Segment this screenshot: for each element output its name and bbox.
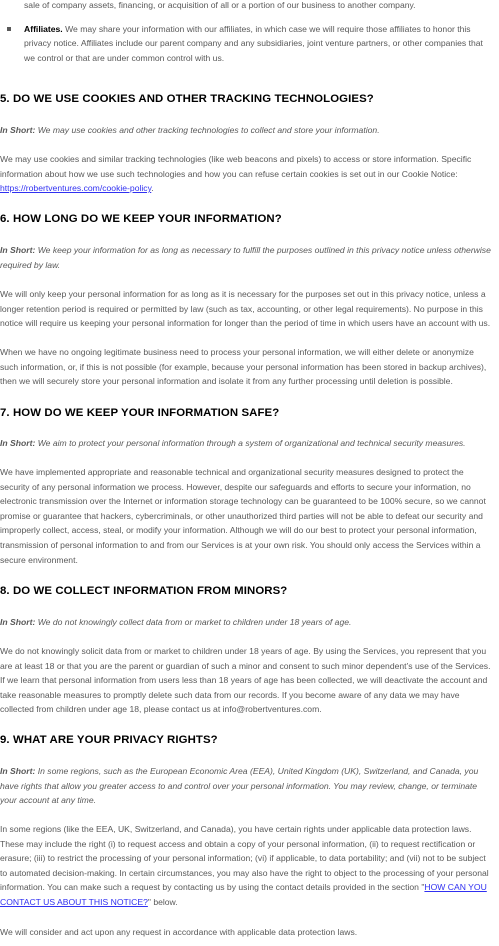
- section-5-paragraph: [0, 152, 493, 196]
- bullet-sale-tail: [24, 0, 493, 13]
- section-9-paragraph-2: We will consider and act upon any request in accordance with applicable data protection laws.: [0, 927, 358, 937]
- in-short-label: In Short:: [0, 438, 36, 448]
- affiliates-label: Affiliates.: [24, 23, 63, 34]
- section-6-heading: 6. HOW LONG DO WE KEEP YOUR INFORMATION?: [0, 213, 282, 225]
- section-8-paragraph: We do not knowingly solicit data from or market to children under 18 years of age. By using the Services, you represent that you are at least 18 or that you are the parent or guardian of such a minor and consent to such minor dependent’s use of the Services. If we learn that personal information from users less than 18 years of age has been collected, we will deactivate the account and take reasonable measures to promptly delete such data from our records. If you become aware of any data we may have collected from children under age 18, please contact us at info@robertventures.com.: [0, 646, 491, 715]
- section-6-in-short: [0, 243, 493, 272]
- section-5-short-text: We may use cookies and other tracking technologies to collect and store your information.: [35, 125, 380, 135]
- section-7-in-short: [0, 436, 493, 451]
- section-7-paragraph: We have implemented appropriate and reasonable technical and organizational security measures designed to protect the security of any personal information we process. However, despite our safeguards and efforts to secure your information, no electronic transmission over the Internet or information storage technology can be guaranteed to be 100% secure, so we cannot promise or guarantee that hackers, cybercriminals, or other unauthorized third parties will not be able to defeat our security and improperly collect, access, steal, or modify your information. Although we will do our best to protect your personal information, transmission of personal information to and from our Services is at your own risk. You should only access the Services within a secure environment.: [0, 467, 486, 565]
- section-9-in-short: [0, 764, 493, 808]
- section-6-paragraph-1: We will only keep your personal information for as long as it is necessary for the purposes set out in this privacy notice, unless a longer retention period is required or permitted by law (such as tax, accounting, or other legal requirements). No purpose in this notice will require us keeping your personal information for longer than the period of time in which users have an account with us.: [0, 289, 491, 329]
- section-9-paragraph-1: [0, 822, 493, 910]
- bullet-dot-icon: [7, 27, 11, 31]
- bullet-list: [0, 0, 493, 65]
- section-8-heading: 8. DO WE COLLECT INFORMATION FROM MINORS?: [0, 585, 288, 597]
- section-5-heading: 5. DO WE USE COOKIES AND OTHER TRACKING TECHNOLOGIES?: [0, 93, 374, 105]
- section-8-short-text: We do not knowingly collect data from or market to children under 18 years of age.: [35, 617, 352, 627]
- section-6-short-text: We keep your information for as long as necessary to fulfill the purposes outlined in this privacy notice unless otherwise required by law.: [0, 245, 491, 270]
- section-5-in-short: [0, 123, 493, 138]
- bullet-sale-text: sale of company assets, financing, or acquisition of all or a portion of our business to another company.: [24, 0, 416, 10]
- section-5-p1: We may use cookies and similar tracking technologies (like web beacons and pixels) to access or store information. Specific information about how we use such technologies and how you can refuse certain cookies is set out in our Cookie Notice:: [0, 154, 472, 179]
- in-short-label: In Short:: [0, 766, 36, 776]
- section-7-short-text: We aim to protect your personal information through a system of organizational and technical security measures.: [35, 438, 466, 448]
- section-9-short-text: In some regions, such as the European Economic Area (EEA), United Kingdom (UK), Switzerland, and Canada, you have rights that allow you greater access to and control over your personal information. You may review, change, or terminate your account at any time.: [0, 766, 479, 806]
- section-9-p1: In some regions (like the EEA, UK, Switzerland, and Canada), you have certain rights under applicable data protection laws. These may include the right (i) to request access and obtain a copy of your personal information, (ii) to request rectification or erasure; (iii) to restrict the processing of your personal information; (vi) if applicable, to data portability; and (vii) not to be subject to automated decision-making. In certain circumstances, you may also have the right to object to the processing of your personal information. You can make such a request by contacting us by using the contact details provided in the section ": [0, 824, 489, 893]
- in-short-label: In Short:: [0, 245, 36, 255]
- section-7-heading: 7. HOW DO WE KEEP YOUR INFORMATION SAFE?: [0, 407, 280, 419]
- bullet-affiliates: [24, 22, 493, 66]
- in-short-label: In Short:: [0, 617, 36, 627]
- section-5-p1-end: .: [151, 183, 154, 194]
- affiliates-text: We may share your information with our affiliates, in which case we will require those affiliates to honor this privacy notice. Affiliates include our parent company and any subsidiaries, joint venture partners, or other companies that we control or that are under common control with us.: [24, 23, 483, 63]
- section-6-paragraph-2: When we have no ongoing legitimate business need to process your personal information, we will either delete or anonymize such information, or, if this is not possible (for example, because your personal information has been stored in backup archives), then we will securely store your personal information and isolate it from any further processing until deletion is possible.: [0, 347, 487, 387]
- section-9-heading: 9. WHAT ARE YOUR PRIVACY RIGHTS?: [0, 734, 218, 746]
- section-8-in-short: [0, 615, 493, 630]
- contact-us-section-link[interactable]: HOW CAN YOU CONTACT US ABOUT THIS NOTICE?: [0, 882, 487, 907]
- cookie-policy-link[interactable]: https://robertventures.com/cookie-policy: [0, 183, 152, 194]
- section-9-p1-end: " below.: [147, 896, 178, 907]
- in-short-label: In Short:: [0, 125, 36, 135]
